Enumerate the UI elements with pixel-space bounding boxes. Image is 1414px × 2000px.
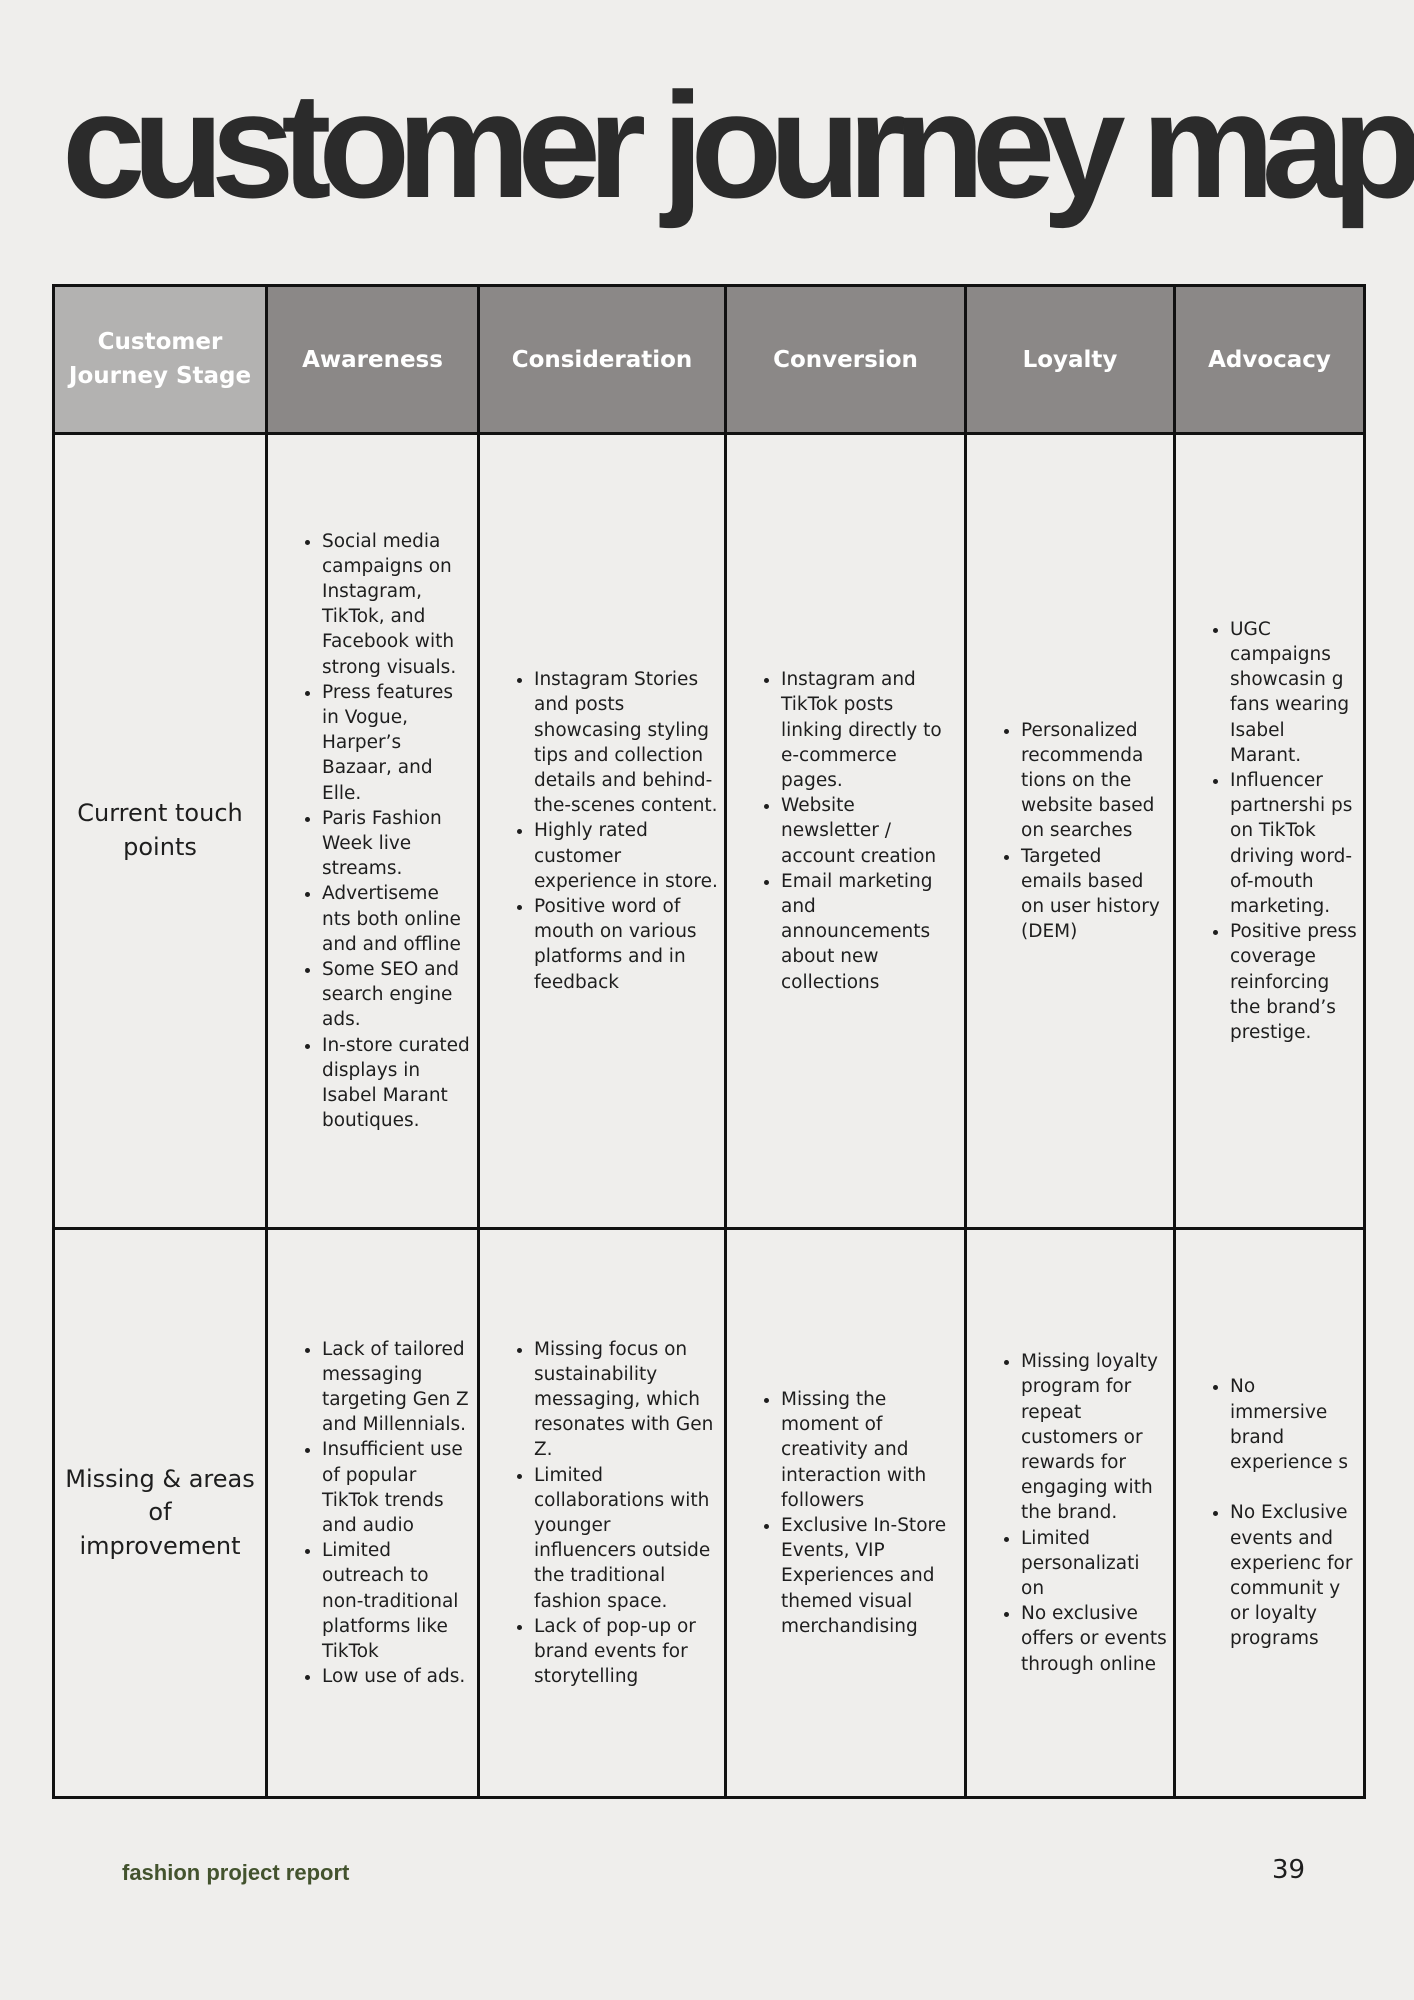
header-row	[54, 286, 1365, 434]
header-advocacy: Advocacy	[1175, 286, 1365, 434]
header-consideration: Consideration	[479, 286, 726, 434]
list-item: • No Exclusive events and experienc for communit y or loyalty programs	[1230, 1500, 1357, 1651]
list-item: • Social media campaigns on Instagram, TikTok, and Facebook with strong visuals.	[322, 529, 471, 680]
header-stage: Customer Journey Stage	[54, 286, 267, 434]
bullet-list	[967, 718, 1167, 945]
header-loyalty: Loyalty	[966, 286, 1175, 434]
list-item: • Insufficient use of popular TikTok trends and audio	[322, 1437, 471, 1538]
list-item: • No immersive brand experience s	[1230, 1374, 1357, 1475]
list-item: • Paris Fashion Week live streams.	[322, 806, 471, 882]
header-conversion: Conversion	[726, 286, 966, 434]
page-title: customer journey map	[62, 61, 1411, 229]
bullet-list	[727, 1387, 958, 1639]
cell-consideration	[479, 434, 726, 1229]
list-item: • Highly rated customer experience in store.	[534, 818, 718, 894]
list-item: • Instagram and TikTok posts linking directly to e-commerce pages.	[781, 667, 958, 793]
cell-loyalty	[966, 1229, 1175, 1798]
bullet-list	[268, 529, 471, 1134]
list-item: • Lack of tailored messaging targeting Gen Z and Millennials.	[322, 1337, 471, 1438]
report-label: fashion project report	[122, 1860, 350, 1885]
list-item: • Limited outreach to non-traditional platforms like TikTok	[322, 1538, 471, 1664]
header-awareness: Awareness	[267, 286, 479, 434]
cell-conversion	[726, 434, 966, 1229]
row-label: Missing & areas of improvement	[54, 1229, 267, 1798]
table-row-improvement	[54, 1229, 1365, 1798]
cell-conversion	[726, 1229, 966, 1798]
list-item: • Advertiseme nts both online and and offline	[322, 881, 471, 957]
list-item: • Influencer partnershi ps on TikTok driving word-of-mouth marketing.	[1230, 768, 1357, 919]
bullet-list	[268, 1337, 471, 1690]
list-item: • Positive word of mouth on various platforms and in feedback	[534, 894, 718, 995]
cell-awareness	[267, 434, 479, 1229]
list-item: • Positive press coverage reinforcing the brand’s prestige.	[1230, 919, 1357, 1045]
cell-awareness	[267, 1229, 479, 1798]
cell-advocacy	[1175, 434, 1365, 1229]
list-item: • Targeted emails based on user history (DEM)	[1021, 844, 1167, 945]
list-item: • Instagram Stories and posts showcasing styling tips and collection details and behind-the-scenes content.	[534, 667, 718, 818]
list-item: • Exclusive In-Store Events, VIP Experiences and themed visual merchandising	[781, 1513, 958, 1639]
list-item: • Lack of pop-up or brand events for storytelling	[534, 1614, 718, 1690]
page-number: 39	[1272, 1855, 1306, 1885]
bullet-list	[727, 667, 958, 995]
list-item: • Personalized recommenda tions on the website based on searches	[1021, 718, 1167, 844]
list-item: • Missing the moment of creativity and interaction with followers	[781, 1387, 958, 1513]
list-item: • Missing focus on sustainability messaging, which resonates with Gen Z.	[534, 1337, 718, 1463]
cell-consideration	[479, 1229, 726, 1798]
bullet-list	[480, 667, 718, 995]
cell-advocacy	[1175, 1229, 1365, 1798]
list-item: • Press features in Vogue, Harper’s Bazaar, and Elle.	[322, 680, 471, 806]
list-item: • In-store curated displays in Isabel Marant boutiques.	[322, 1033, 471, 1134]
list-item: • Missing loyalty program for repeat customers or rewards for engaging with the brand.	[1021, 1349, 1167, 1525]
list-item: • Limited personalizati on	[1021, 1526, 1167, 1602]
list-item: • No exclusive offers or events through online	[1021, 1601, 1167, 1677]
bullet-list	[480, 1337, 718, 1690]
table-row-touch-points	[54, 434, 1365, 1229]
bullet-list	[967, 1349, 1167, 1677]
cell-loyalty	[966, 434, 1175, 1229]
list-item: • Email marketing and announcements about new collections	[781, 869, 958, 995]
journey-map-table	[52, 284, 1366, 1799]
list-item: • Low use of ads.	[322, 1664, 471, 1689]
list-item: • Limited collaborations with younger influencers outside the traditional fashion space.	[534, 1463, 718, 1614]
list-item: • Some SEO and search engine ads.	[322, 957, 471, 1033]
row-label: Current touch points	[54, 434, 267, 1229]
list-item: • UGC campaigns showcasin g fans wearing Isabel Marant.	[1230, 617, 1357, 768]
bullet-list	[1176, 1374, 1357, 1651]
list-item: • Website newsletter / account creation	[781, 793, 958, 869]
bullet-list	[1176, 617, 1357, 1045]
